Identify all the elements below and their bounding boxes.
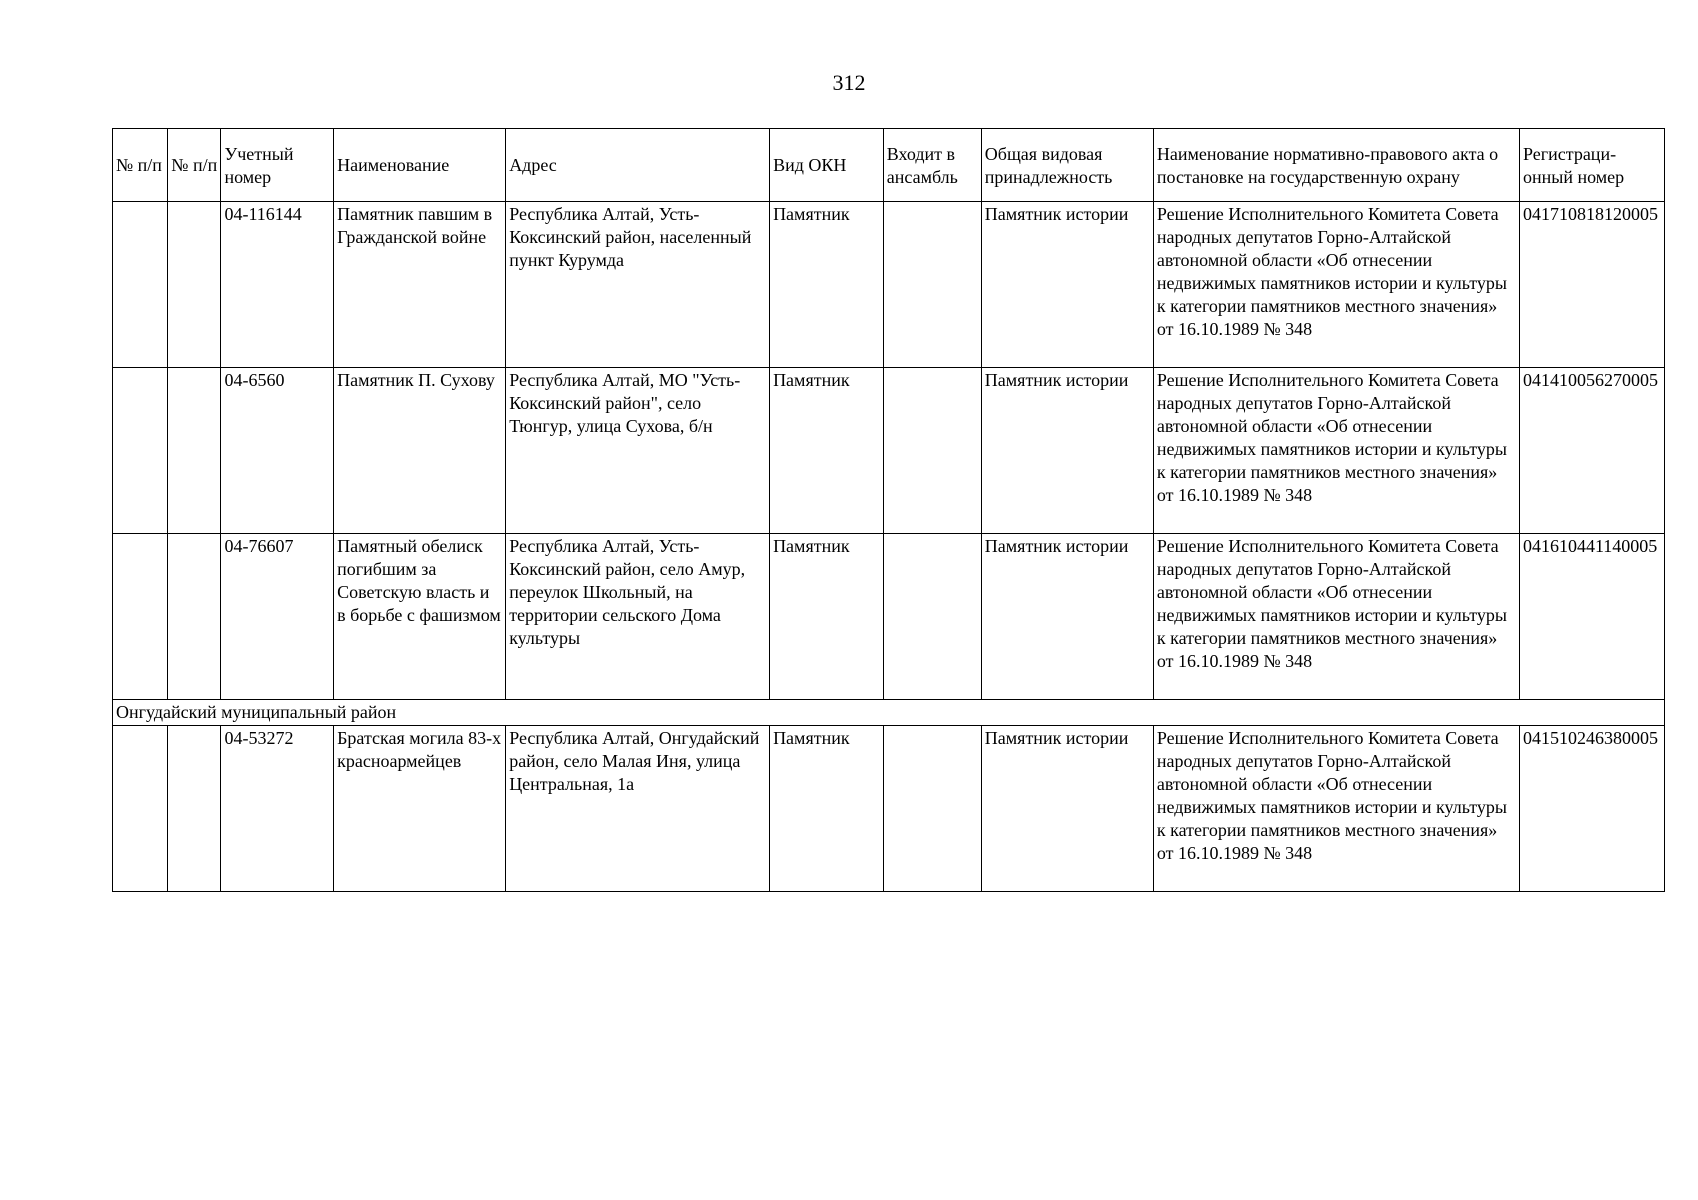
header-act: Наименование нормативно-правового акта о постановке на государственную охрану — [1153, 129, 1519, 202]
cell-kind: Памятник — [770, 202, 884, 368]
cell-address: Республика Алтай, Усть-Коксинский район, село Амур, переулок Школьный, на территории сельского Дома культуры — [506, 534, 770, 700]
header-type: Общая видовая принадлежность — [981, 129, 1153, 202]
cell-name: Памятный обелиск погибшим за Советскую власть и в борьбе с фашизмом — [334, 534, 506, 700]
cell-num2 — [168, 368, 221, 534]
district-label: Онгудайский муниципальный район — [113, 700, 1665, 726]
cell-kind: Памятник — [770, 534, 884, 700]
page-number: 312 — [832, 70, 866, 95]
header-kind: Вид ОКН — [770, 129, 884, 202]
cell-ensemble — [883, 202, 981, 368]
cell-ensemble — [883, 534, 981, 700]
header-reg: Регистраци-онный номер — [1519, 129, 1664, 202]
cell-num1 — [113, 534, 168, 700]
cell-type: Памятник истории — [981, 202, 1153, 368]
cell-act: Решение Исполнительного Комитета Совета народных депутатов Горно-Алтайской автономной области «Об отнесении недвижимых памятников истории и культуры к категории памятников местного значения» от 16.10.1989 № 348 — [1153, 368, 1519, 534]
cell-ensemble — [883, 368, 981, 534]
cell-reg: 041510246380005 — [1519, 726, 1664, 892]
cell-num1 — [113, 202, 168, 368]
cell-kind: Памятник — [770, 726, 884, 892]
table-header-row — [113, 129, 1665, 202]
header-address: Адрес — [506, 129, 770, 202]
cell-type: Памятник истории — [981, 534, 1153, 700]
cell-address: Республика Алтай, МО "Усть-Коксинский район", село Тюнгур, улица Сухова, б/н — [506, 368, 770, 534]
heritage-registry-table — [112, 128, 1665, 892]
cell-num1 — [113, 726, 168, 892]
cell-account: 04-6560 — [221, 368, 334, 534]
cell-account: 04-53272 — [221, 726, 334, 892]
cell-kind: Памятник — [770, 368, 884, 534]
cell-reg: 041610441140005 — [1519, 534, 1664, 700]
table-row — [113, 202, 1665, 368]
header-account: Учетный номер — [221, 129, 334, 202]
cell-num2 — [168, 202, 221, 368]
cell-act: Решение Исполнительного Комитета Совета народных депутатов Горно-Алтайской автономной области «Об отнесении недвижимых памятников истории и культуры к категории памятников местного значения» от 16.10.1989 № 348 — [1153, 534, 1519, 700]
header-name: Наименование — [334, 129, 506, 202]
cell-num2 — [168, 534, 221, 700]
cell-address: Республика Алтай, Онгудайский район, село Малая Иня, улица Центральная, 1а — [506, 726, 770, 892]
district-row — [113, 700, 1665, 726]
header-ensemble: Входит в ансамбль — [883, 129, 981, 202]
cell-ensemble — [883, 726, 981, 892]
cell-act: Решение Исполнительного Комитета Совета народных депутатов Горно-Алтайской автономной области «Об отнесении недвижимых памятников истории и культуры к категории памятников местного значения» от 16.10.1989 № 348 — [1153, 202, 1519, 368]
cell-num2 — [168, 726, 221, 892]
table-row — [113, 534, 1665, 700]
cell-name: Памятник П. Сухову — [334, 368, 506, 534]
header-num1: № п/п — [113, 129, 168, 202]
cell-account: 04-76607 — [221, 534, 334, 700]
cell-reg: 041710818120005 — [1519, 202, 1664, 368]
cell-reg: 041410056270005 — [1519, 368, 1664, 534]
cell-account: 04-116144 — [221, 202, 334, 368]
cell-address: Республика Алтай, Усть-Коксинский район, населенный пункт Курумда — [506, 202, 770, 368]
cell-num1 — [113, 368, 168, 534]
cell-type: Памятник истории — [981, 726, 1153, 892]
table-row — [113, 726, 1665, 892]
cell-name: Братская могила 83-х красноармейцев — [334, 726, 506, 892]
cell-type: Памятник истории — [981, 368, 1153, 534]
cell-act: Решение Исполнительного Комитета Совета народных депутатов Горно-Алтайской автономной области «Об отнесении недвижимых памятников истории и культуры к категории памятников местного значения» от 16.10.1989 № 348 — [1153, 726, 1519, 892]
table-row — [113, 368, 1665, 534]
header-num2: № п/п — [168, 129, 221, 202]
cell-name: Памятник павшим в Гражданской войне — [334, 202, 506, 368]
